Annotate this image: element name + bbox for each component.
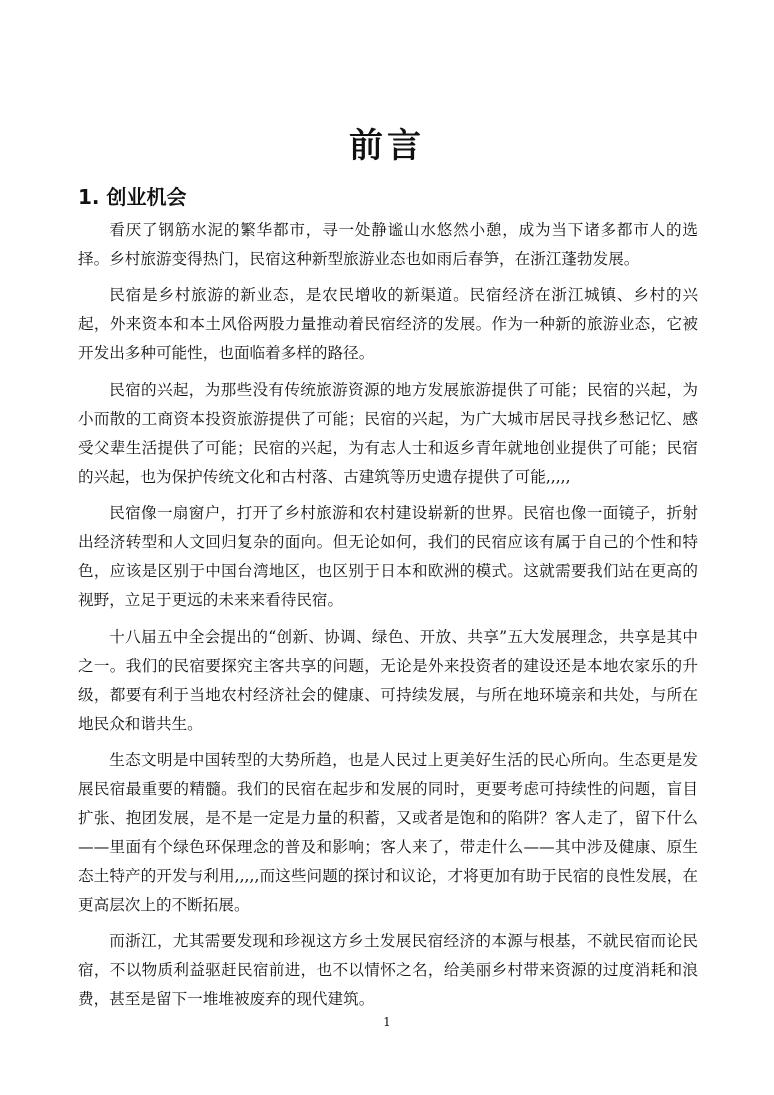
paragraph: 民宿是乡村旅游的新业态，是农民增收的新渠道。民宿经济在浙江城镇、乡村的兴起，外来资本和本土风俗两股力量推动着民宿经济的发展。作为一种新的旅游业态，它被开发出多种可能性，也面临着多样的路径。 (78, 286, 698, 363)
paragraph: 十八届五中全会提出的“创新、协调、绿色、开放、共享”五大发展理念，共享是其中之一。我们的民宿要探究主客共享的问题，无论是外来投资者的建设还是本地农家乐的升级，都要有利于当地农村经济社会的健康、可持续发展，与所在地环境亲和共处，与所在地民众和谐共生。 (78, 627, 698, 733)
paragraph: 看厌了钢筋水泥的繁华都市，寻一处静谧山水悠然小憩，成为当下诸多都市人的选择。乡村旅游变得热门，民宿这种新型旅游业态也如雨后春笋，在浙江蓬勃发展。 (78, 221, 698, 268)
paragraph: 生态文明是中国转型的大势所趋，也是人民过上更美好生活的民心所向。生态更是发展民宿最重要的精髓。我们的民宿在起步和发展的同时，更要考虑可持续性的问题，盲目扩张、抱团发展，是不是一定是力量的积蓄，又或者是饱和的陷阱？客人走了，留下什么——里面有个绿色环保理念的普及和影响；客人来了，带走什么——其中涉及健康、原生态土特产的开发与利用,,,,,而这些问题的探讨和议论，才将更加有助于民宿的良性发展，在更高层次上的不断拓展。 (78, 750, 698, 914)
page-title: 前言 (349, 126, 425, 166)
page-number: 1 (383, 1015, 391, 1029)
body-text (78, 216, 698, 1022)
paragraph: 而浙江，尤其需要发现和珍视这方乡土发展民宿经济的本源与根基，不就民宿而论民宿，不以物质利益驱赶民宿前进，也不以情怀之名，给美丽乡村带来资源的过度消耗和浪费，甚至是留下一堆堆被废弃的现代建筑。 (78, 932, 698, 1009)
section-heading: 1. 创业机会 (78, 185, 187, 209)
paragraph: 民宿像一扇窗户，打开了乡村旅游和农村建设崭新的世界。民宿也像一面镜子，折射出经济转型和人文回归复杂的面向。但无论如何，我们的民宿应该有属于自己的个性和特色，应该是区别于中国台湾地区，也区别于日本和欧洲的模式。这就需要我们站在更高的视野，立足于更远的未来来看待民宿。 (78, 504, 698, 610)
paragraph: 民宿的兴起，为那些没有传统旅游资源的地方发展旅游提供了可能；民宿的兴起，为小而散的工商资本投资旅游提供了可能；民宿的兴起，为广大城市居民寻找乡愁记忆、感受父辈生活提供了可能；民宿的兴起，为有志人士和返乡青年就地创业提供了可能；民宿的兴起，也为保护传统文化和古村落、古建筑等历史遗存提供了可能,,,,, (78, 380, 698, 486)
